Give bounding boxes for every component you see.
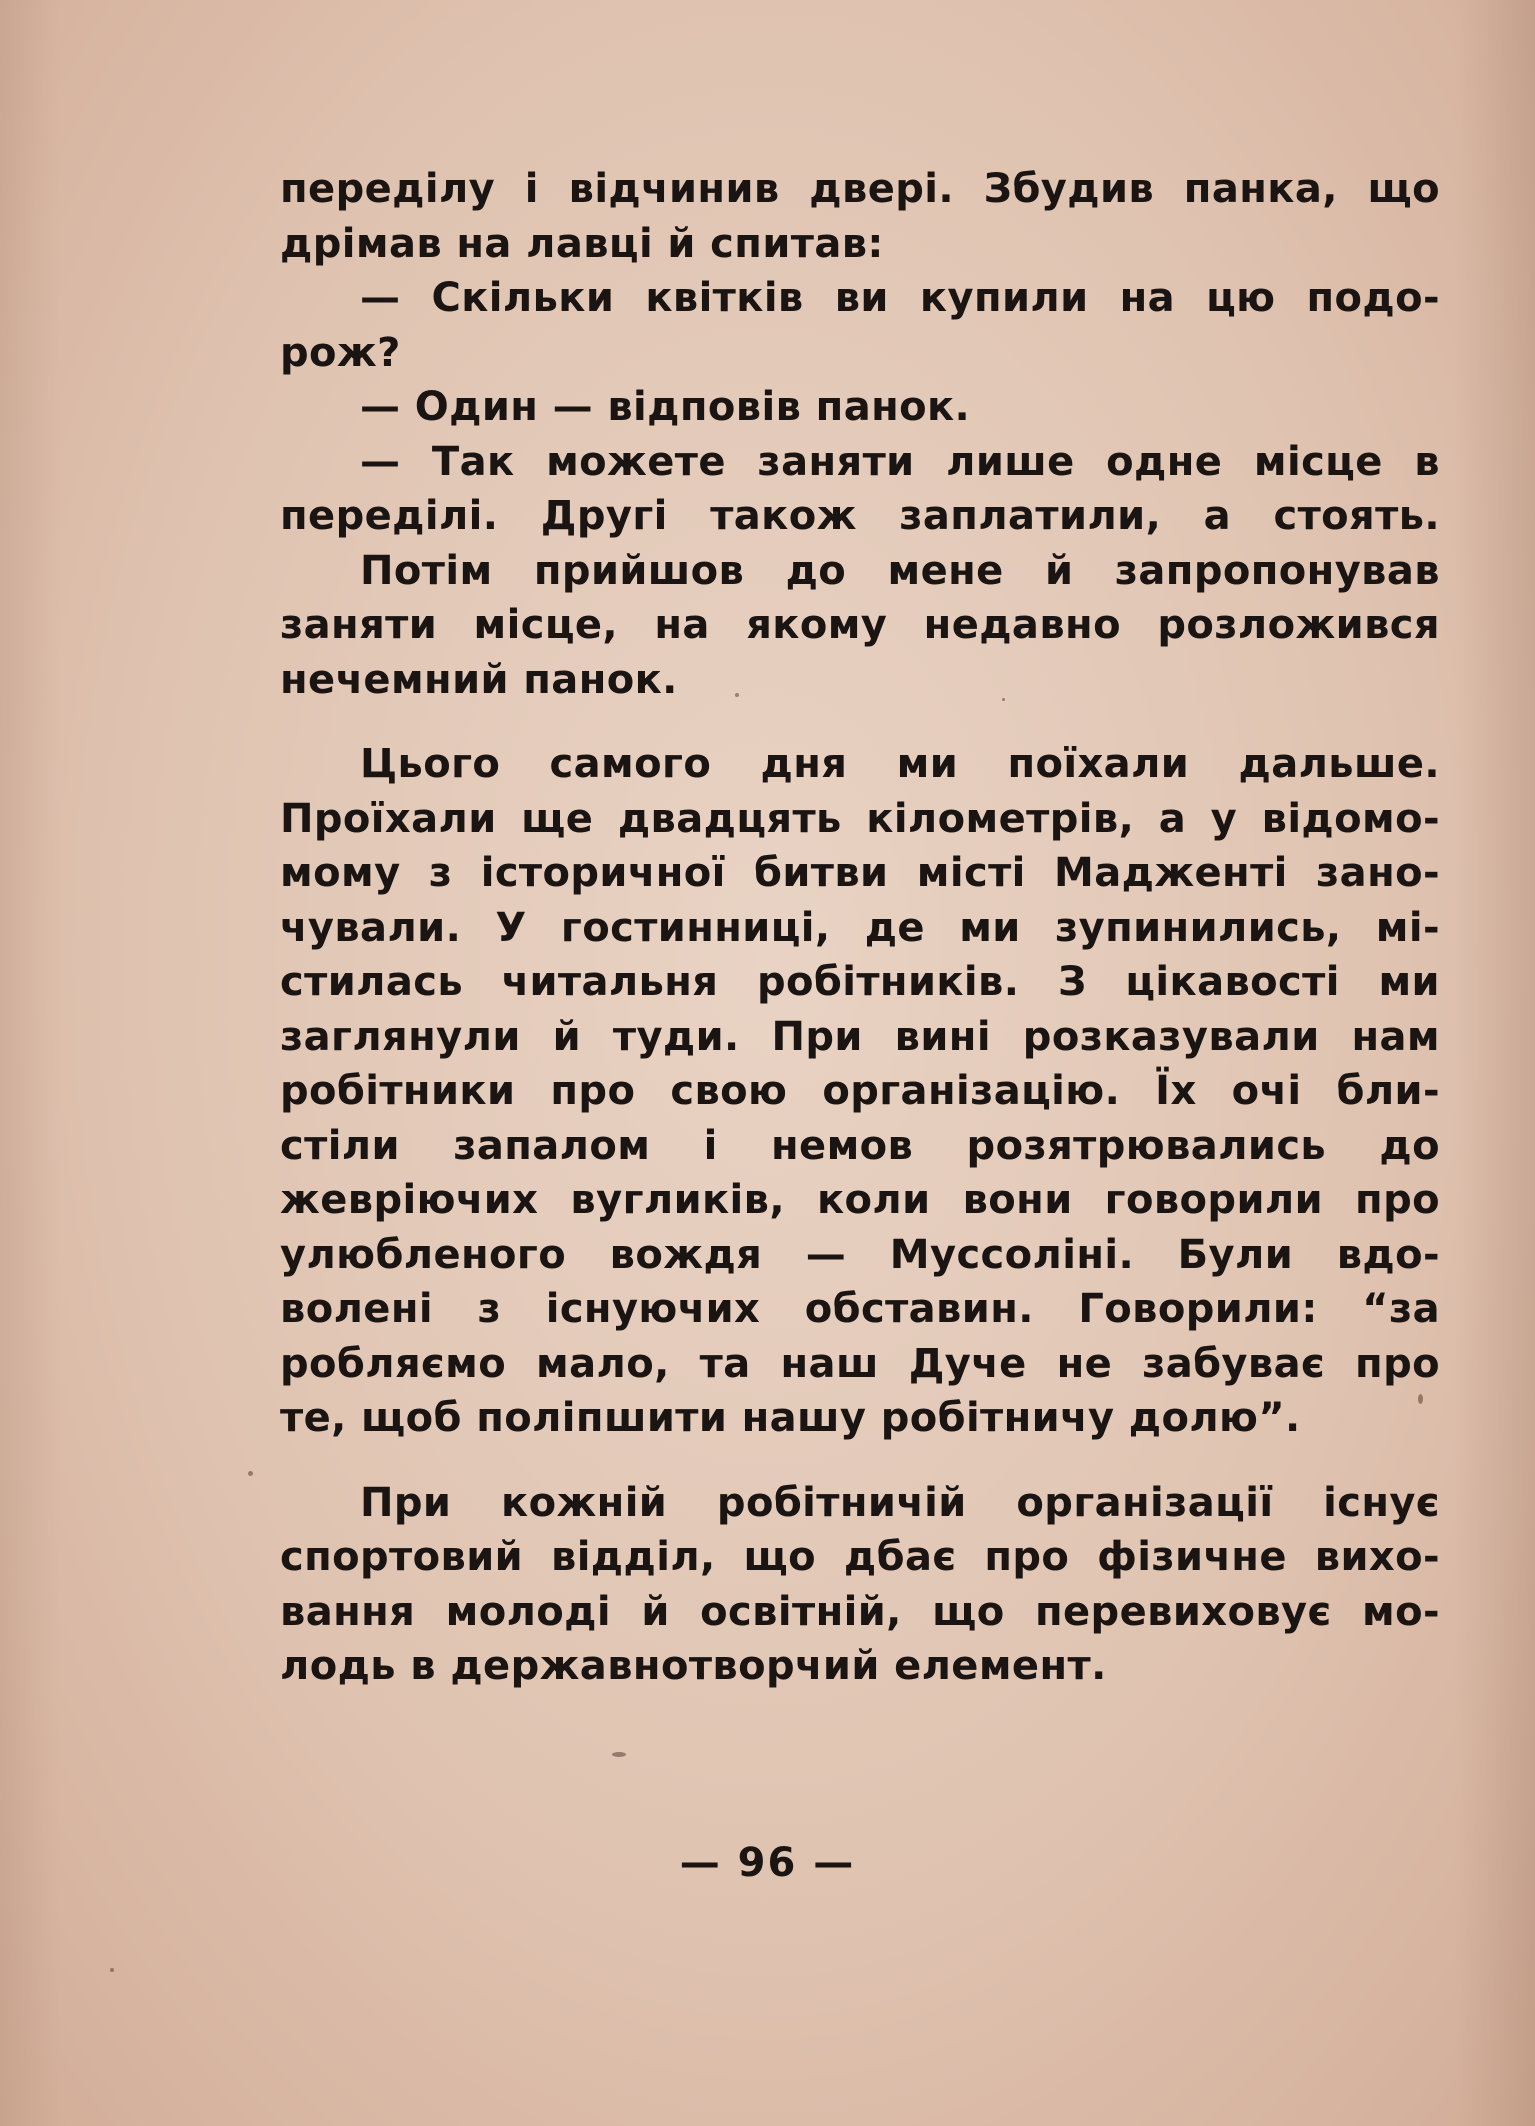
text-line: чували. У гостинниці, де ми зупинились, мі-: [280, 904, 1440, 951]
text-line: стіли запалом і немов розятрювались до: [280, 1122, 1440, 1169]
paper-speck: [248, 1471, 253, 1476]
paragraph-5: [280, 544, 1440, 708]
text-line: переділу і відчинив двері. Збудив панка, що: [280, 166, 1440, 212]
paper-speck: [735, 693, 739, 697]
text-line: робітники про свою організацію. Їх очі бли-: [280, 1068, 1440, 1114]
paper-speck: [612, 1752, 626, 1757]
page-number: — 96 —: [679, 1840, 856, 1886]
text-line: нечемний панок.: [280, 656, 678, 703]
text-line: те, щоб поліпшити нашу робітничу долю”.: [280, 1395, 1301, 1441]
text-line: жевріючих вугликів, коли вони говорили про: [280, 1177, 1440, 1223]
paper-speck: [110, 1968, 114, 1972]
paragraph-3: [280, 380, 1440, 435]
paragraph-4: [280, 435, 1440, 544]
text-line: лодь в державнотворчий елемент.: [280, 1643, 1107, 1689]
page-right-shadow: [1455, 0, 1535, 2126]
text-line: Цього самого дня ми поїхали дальше.: [360, 741, 1440, 787]
text-line: волені з існуючих обставин. Говорили: “за: [280, 1286, 1440, 1332]
text-line: Потім прийшов до мене й запропонував: [360, 547, 1440, 594]
paper-speck: [1002, 698, 1005, 701]
paper-speck: [1418, 1394, 1423, 1404]
text-line: спортовий відділ, що дбає про фізичне вихо-: [280, 1534, 1440, 1580]
paragraph-gap: [280, 707, 1440, 737]
text-line: робляємо мало, та наш Дуче не забуває про: [280, 1340, 1440, 1387]
text-line: переділі. Другі також заплатили, а стоять.: [280, 493, 1440, 539]
text-line: — Скільки квітків ви купили на цю подо-: [360, 275, 1440, 321]
page-left-shadow: [0, 0, 60, 2126]
text-line: вання молоді й освітній, що перевиховує мо-: [280, 1588, 1440, 1635]
text-line: При кожній робітничій організації існує: [360, 1479, 1440, 1526]
paragraph-gap: [280, 1446, 1440, 1476]
paragraph-2: [280, 271, 1440, 380]
text-line: — Один — відповів панок.: [360, 384, 971, 430]
text-line: заняти місце, на якому недавно розложився: [280, 602, 1440, 648]
text-line: дрімав на лавці й спитав:: [280, 220, 884, 267]
paragraph-6: [280, 737, 1440, 1446]
paragraph-1: [280, 162, 1440, 271]
text-line: — Так можете заняти лише одне місце в: [360, 438, 1440, 485]
page-body-text: [280, 162, 1440, 1694]
text-line: мому з історичної битви місті Мадженті зано-: [280, 850, 1440, 896]
text-line: рож?: [280, 329, 401, 376]
text-line: заглянули й туди. При вині розказували нам: [280, 1013, 1440, 1060]
text-line: стилась читальня робітників. З цікавості ми: [280, 959, 1440, 1005]
text-line: улюбленого вождя — Муссоліні. Були вдо-: [280, 1231, 1440, 1278]
paragraph-7: [280, 1476, 1440, 1694]
text-line: Проїхали ще двадцять кілометрів, а у відомо-: [280, 795, 1440, 842]
